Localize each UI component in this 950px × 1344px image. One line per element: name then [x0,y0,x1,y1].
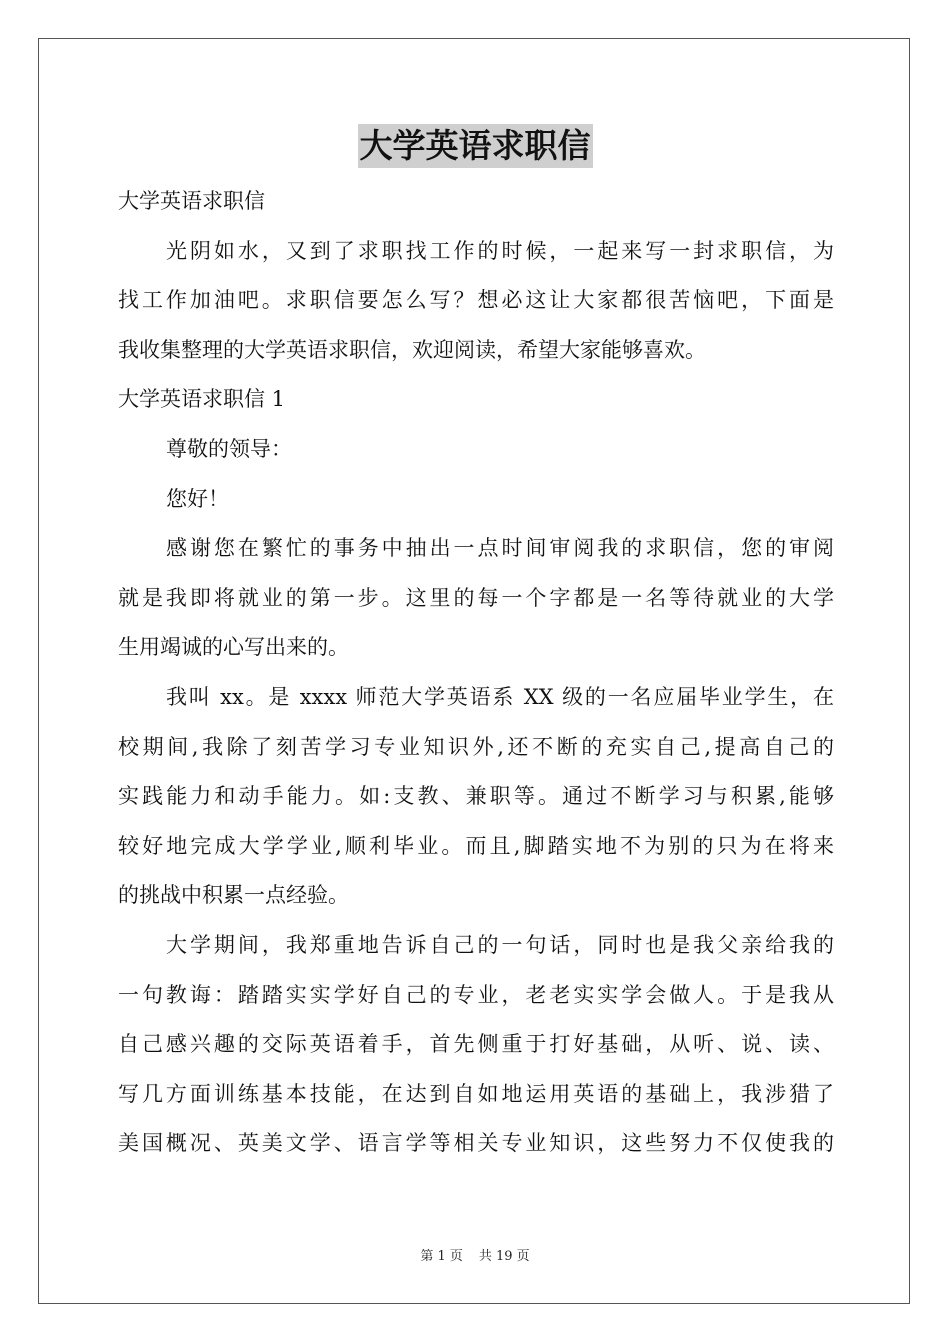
text-line: 大学英语求职信 [118,189,265,213]
text-line: 的挑战中积累一点经验。 [118,883,349,908]
text-line: 较好地完成大学学业,顺利毕业。而且,脚踏实地不为别的只为在将来 [118,833,834,858]
current-page-label: 第 1 页 [420,1249,463,1264]
text-line: 生用竭诚的心写出来的。 [118,635,349,660]
text-line: 美国概况、英美文学、语言学等相关专业知识，这些努力不仅使我的 [118,1131,834,1156]
text-line: 大学英语求职信 1 [118,387,286,412]
page-footer [0,1245,950,1264]
document-title: 大学英语求职信 [358,124,593,168]
title-container [0,124,950,168]
text-line: 实践能力和动手能力。如:支教、兼职等。通过不断学习与积累,能够 [118,784,834,809]
text-line: 校期间,我除了刻苦学习专业知识外,还不断的充实自己,提高自己的 [118,734,834,759]
total-pages-label: 共 19 页 [478,1249,530,1264]
text-line: 我收集整理的大学英语求职信，欢迎阅读，希望大家能够喜欢。 [118,337,706,362]
document-body [118,177,834,1169]
text-line: 我叫 xx。是 xxxx 师范大学英语系 XX 级的一名应届毕业学生，在 [166,684,834,709]
text-line: 写几方面训练基本技能，在达到自如地运用英语的基础上，我涉猎了 [118,1081,834,1106]
text-line: 尊敬的领导： [166,436,292,461]
text-line: 您好！ [166,486,229,511]
text-line: 一句教诲：踏踏实实学好自己的专业，老老实实学会做人。于是我从 [118,982,834,1007]
text-line: 大学期间，我郑重地告诉自己的一句话，同时也是我父亲给我的 [166,932,834,957]
text-line: 感谢您在繁忙的事务中抽出一点时间审阅我的求职信，您的审阅 [166,536,834,561]
text-line: 光阴如水，又到了求职找工作的时候，一起来写一封求职信，为 [166,238,834,263]
text-line: 就是我即将就业的第一步。这里的每一个字都是一名等待就业的大学 [118,585,834,610]
text-line: 自己感兴趣的交际英语着手，首先侧重于打好基础，从听、说、读、 [118,1032,834,1057]
text-line: 找工作加油吧。求职信要怎么写？想必这让大家都很苦恼吧，下面是 [118,288,834,313]
